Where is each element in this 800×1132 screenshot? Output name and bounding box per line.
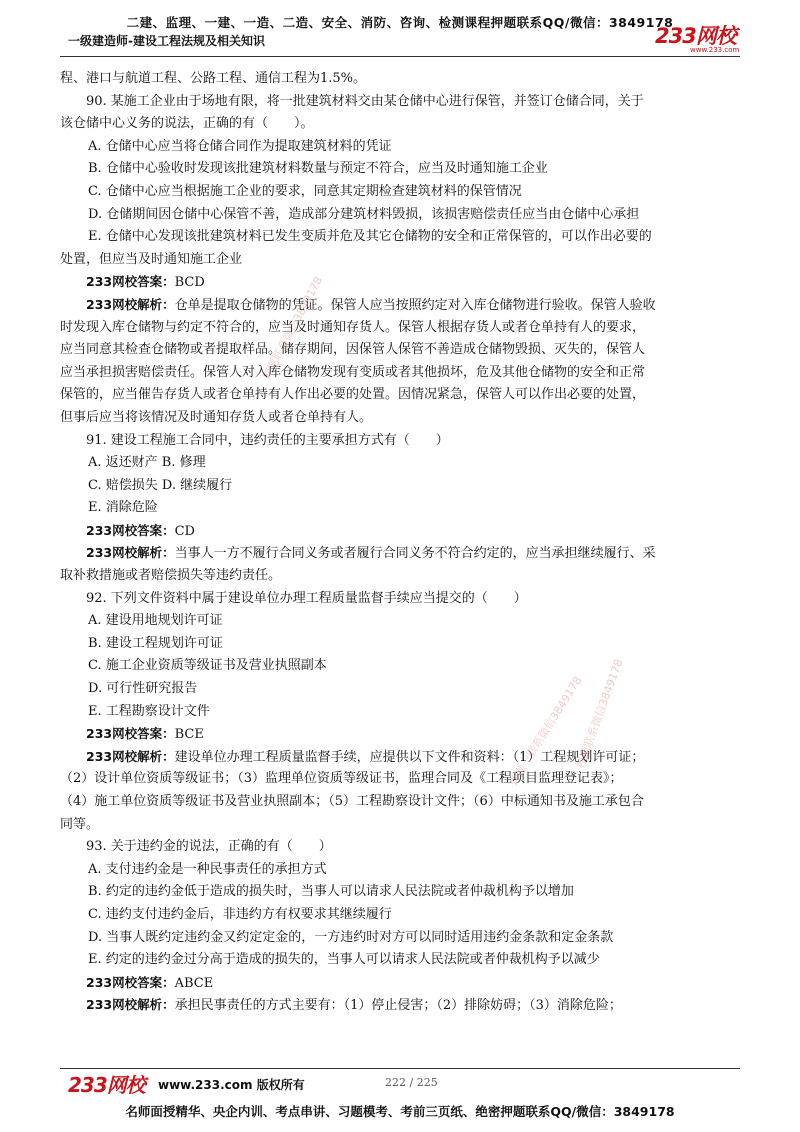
- text-line: [60, 746, 740, 769]
- text-line: [60, 565, 740, 588]
- line-text: ABCE: [174, 975, 214, 991]
- text-line: [60, 881, 740, 904]
- text-line: [60, 136, 740, 159]
- text-line: [60, 384, 740, 407]
- answer-label: 233网校解析：: [86, 296, 175, 312]
- line-text: C. 施工企业资质等级证书及营业执照副本: [88, 658, 327, 674]
- watermark: 押题联系微信3849178: [259, 274, 326, 383]
- answer-label: 233网校答案：: [86, 726, 175, 742]
- line-text: 但事后应当将该情况及时通知存货人或者仓单持有人。: [60, 409, 373, 425]
- line-text: 92. 下列文件资料中属于建设单位办理工程质量监督手续应当提交的（ ）: [86, 590, 527, 606]
- answer-label: 233网校解析：: [86, 545, 175, 561]
- answer-label: 233网校解析：: [86, 748, 175, 764]
- text-line: [60, 362, 740, 385]
- line-text: A. 建设用地规划许可证: [88, 613, 223, 629]
- text-line: [60, 588, 740, 611]
- line-text: 当事人一方不履行合同义务或者履行合同义务不符合约定的，应当承担继续履行、采: [174, 546, 656, 562]
- line-text: 90. 某施工企业由于场地有限，将一批建筑材料交由某仓储中心进行保管，并签订仓储合同，关于: [86, 93, 644, 109]
- text-line: [60, 317, 740, 340]
- text-line: [60, 633, 740, 656]
- footer-logo: 233网校: [68, 1073, 145, 1097]
- line-text: B. 仓储中心验收时发现该批建筑材料数量与预定不符合，应当及时通知施工企业: [88, 161, 548, 177]
- header-promo: 二建、监理、一建、一造、二造、安全、消防、咨询、检测课程押题联系QQ/微信：3849178: [126, 15, 674, 30]
- text-line: [60, 836, 740, 859]
- line-text: B. 建设工程规划许可证: [88, 635, 223, 651]
- text-line: [60, 204, 740, 227]
- text-line: [60, 91, 740, 114]
- line-text: 保管的，应当催告存货人或者仓单持有人作出必要的处置。因情况紧急，保管人可以作出必要的处置，: [60, 387, 646, 403]
- text-line: [60, 430, 740, 453]
- line-text: 承担民事责任的方式主要有：（1）停止侵害；（2）排除妨碍；（3）消除危险；: [174, 998, 622, 1014]
- line-text: A. 支付违约金是一种民事责任的承担方式: [88, 861, 327, 877]
- line-text: E. 工程勘察设计文件: [88, 703, 210, 719]
- line-text: BCD: [174, 275, 205, 291]
- text-line: [60, 68, 740, 91]
- line-text: E. 仓储中心发现该批建筑材料已发生变质并危及其它仓储物的安全和正常保管的，可以作出必要的: [88, 229, 652, 245]
- text-line: [60, 294, 740, 317]
- text-line: [60, 768, 740, 791]
- page-number: 222 / 225: [385, 1076, 438, 1089]
- text-line: [60, 249, 740, 272]
- line-text: BCE: [174, 727, 204, 743]
- text-line: [60, 949, 740, 972]
- document-body: [60, 68, 740, 1017]
- line-text: 应当同意其检查仓储物或者提取样品。储存期间，因保管人保管不善造成仓储物毁损、灭失的，保管人: [60, 342, 646, 358]
- answer-label: 233网校答案：: [86, 522, 175, 538]
- footer-promo: 名师面授精华、央企内训、考点串讲、习题模考、考前三页纸、绝密押题联系QQ/微信：3849178: [125, 1104, 675, 1119]
- text-line: [60, 791, 740, 814]
- text-line: [60, 520, 740, 543]
- line-text: 93. 关于违约金的说法，正确的有（ ）: [86, 839, 332, 855]
- footer-rule: [60, 1068, 740, 1069]
- line-text: 91. 建设工程施工合同中，违约责任的主要承担方式有（ ）: [86, 432, 449, 448]
- line-text: （2）设计单位资质等级证书；（3）监理单位资质等级证书，监理合同及《工程项目监理登记表》；: [60, 771, 623, 787]
- line-text: A. 仓储中心应当将仓储合同作为提取建筑材料的凭证: [88, 138, 392, 154]
- text-line: [60, 723, 740, 746]
- text-line: [60, 113, 740, 136]
- line-text: D. 当事人既约定违约金又约定定金的，一方违约时对方可以同时适用违约金条款和定金条款: [88, 929, 614, 945]
- line-text: C. 违约支付违约金后，非违约方有权要求其继续履行: [88, 906, 392, 922]
- line-text: 程、港口与航道工程、公路工程、通信工程为1.5%。: [60, 71, 367, 86]
- line-text: 建设单位办理工程质量监督手续，应提供以下文件和资料：（1）工程规划许可证；: [174, 749, 645, 765]
- text-line: [60, 972, 740, 995]
- answer-label: 233网校解析：: [86, 997, 175, 1013]
- text-line: [60, 158, 740, 181]
- text-line: [60, 610, 740, 633]
- line-text: D. 可行性研究报告: [88, 681, 198, 697]
- text-line: [60, 678, 740, 701]
- line-text: B. 约定的违约金低于造成的损失时，当事人可以请求人民法院或者仲裁机构予以增加: [88, 884, 574, 900]
- line-text: 仓单是提取仓储物的凭证。保管人应当按照约定对入库仓储物进行验收。保管人验收: [174, 297, 656, 313]
- text-line: [60, 407, 740, 430]
- header-logo: 233网校: [655, 24, 736, 48]
- text-line: [60, 701, 740, 724]
- line-text: 取补救措施或者赔偿损失等违约责任。: [60, 568, 282, 584]
- text-line: [60, 904, 740, 927]
- line-text: E. 约定的违约金过分高于造成的损失的，当事人可以请求人民法院或者仲裁机构予以减少: [88, 952, 600, 968]
- line-text: 该仓储中心义务的说法，正确的有（ ）。: [60, 116, 314, 132]
- line-text: 同等。: [60, 816, 100, 832]
- answer-label: 233网校答案：: [86, 974, 175, 990]
- text-line: [60, 226, 740, 249]
- line-text: 时发现入库仓储物与约定不符合的，应当及时通知存货人。保管人根据存货人或者仓单持有人的要求，: [60, 319, 646, 335]
- text-line: [60, 339, 740, 362]
- text-line: [60, 181, 740, 204]
- line-text: D. 仓储期间因仓储中心保管不善，造成部分建筑材料毁损，该损害赔偿责任应当由仓储中心承担: [88, 206, 640, 222]
- text-line: [60, 452, 740, 475]
- text-line: [60, 994, 740, 1017]
- line-text: 处置，但应当及时通知施工企业: [60, 251, 243, 267]
- text-line: [60, 814, 740, 837]
- line-text: E. 消除危险: [88, 500, 158, 516]
- footer-site: www.233.com 版权所有: [158, 1078, 305, 1092]
- text-line: [60, 655, 740, 678]
- watermark: 押题联系微信3849178: [573, 657, 626, 771]
- line-text: CD: [174, 523, 195, 539]
- line-text: 应当承担损害赔偿责任。保管人对入库仓储物发现有变质或者其他损坏，危及其他仓储物的安全和正常: [60, 364, 646, 380]
- header-subtitle: 一级建造师-建设工程法规及相关知识: [68, 34, 265, 48]
- header-logo-url: www.233.com: [690, 46, 740, 54]
- line-text: C. 赔偿损失 D. 继续履行: [88, 477, 233, 493]
- text-line: [60, 927, 740, 950]
- text-line: [60, 859, 740, 882]
- answer-label: 233网校答案：: [86, 274, 175, 290]
- text-line: [60, 542, 740, 565]
- header-rule: [60, 56, 740, 57]
- text-line: [60, 497, 740, 520]
- line-text: （4）施工单位资质等级证书及营业执照副本；（5）工程勘察设计文件；（6）中标通知书及施工承包合: [60, 794, 644, 809]
- text-line: [60, 475, 740, 498]
- line-text: A. 返还财产 B. 修理: [88, 455, 206, 471]
- watermark: 押题一联系微信3849178: [506, 674, 585, 788]
- text-line: [60, 271, 740, 294]
- line-text: C. 仓储中心应当根据施工企业的要求，同意其定期检查建筑材料的保管情况: [88, 183, 522, 199]
